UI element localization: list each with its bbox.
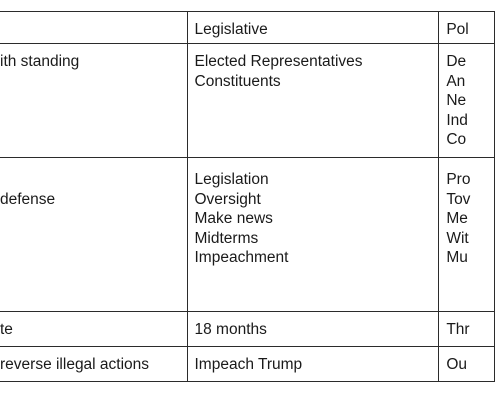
cell-text: Oversight (194, 190, 261, 208)
cell-text: De (446, 53, 467, 70)
cell-text: reverse illegal actions (0, 356, 150, 373)
row-label-cell (0, 312, 187, 347)
document-table-wrapper (0, 11, 495, 382)
cell-text: te (0, 321, 13, 338)
legislative-cell (187, 312, 439, 347)
cell-text: ith standing (0, 53, 80, 70)
cell-text: 18 months (194, 321, 267, 338)
cell-text: Elected Representatives (194, 53, 363, 70)
cell-text: Thr (446, 321, 470, 338)
table-row (0, 158, 495, 312)
cell-text: Ind (446, 111, 468, 129)
table-row (0, 347, 495, 382)
cell-text: Impeachment (194, 249, 289, 266)
political-cell (439, 158, 495, 312)
cell-text: defense (0, 191, 56, 208)
row-label-cell (0, 347, 187, 382)
cell-text: Wit (446, 229, 469, 247)
strategy-table (0, 11, 495, 382)
cell-text: Constituents (194, 72, 281, 90)
cell-text: Pro (446, 171, 471, 188)
header-cell-political: Pol (439, 12, 495, 44)
cell-text: Ne (446, 92, 467, 109)
legislative-cell (187, 158, 439, 312)
political-cell (439, 347, 495, 382)
table-row (0, 44, 495, 158)
row-label-cell (0, 158, 187, 312)
table-header-row (0, 12, 495, 44)
cell-text: Me (446, 210, 468, 227)
table-row (0, 312, 495, 347)
header-cell-0 (0, 12, 187, 44)
cell-text: Make news (194, 210, 273, 227)
header-cell-legislative: Legislative (187, 12, 439, 44)
legislative-cell (187, 347, 439, 382)
cell-text: Tov (446, 190, 471, 208)
cell-text: Legislation (194, 171, 269, 188)
row-label-cell (0, 44, 187, 158)
political-cell (439, 44, 495, 158)
cell-text: Co (446, 131, 467, 148)
cell-text: Impeach Trump (194, 356, 303, 373)
legislative-cell (187, 44, 439, 158)
cell-text: An (446, 72, 466, 90)
cell-text: Ou (446, 356, 467, 373)
political-cell (439, 312, 495, 347)
cell-text: Mu (446, 249, 468, 266)
cell-text: Midterms (194, 229, 259, 247)
